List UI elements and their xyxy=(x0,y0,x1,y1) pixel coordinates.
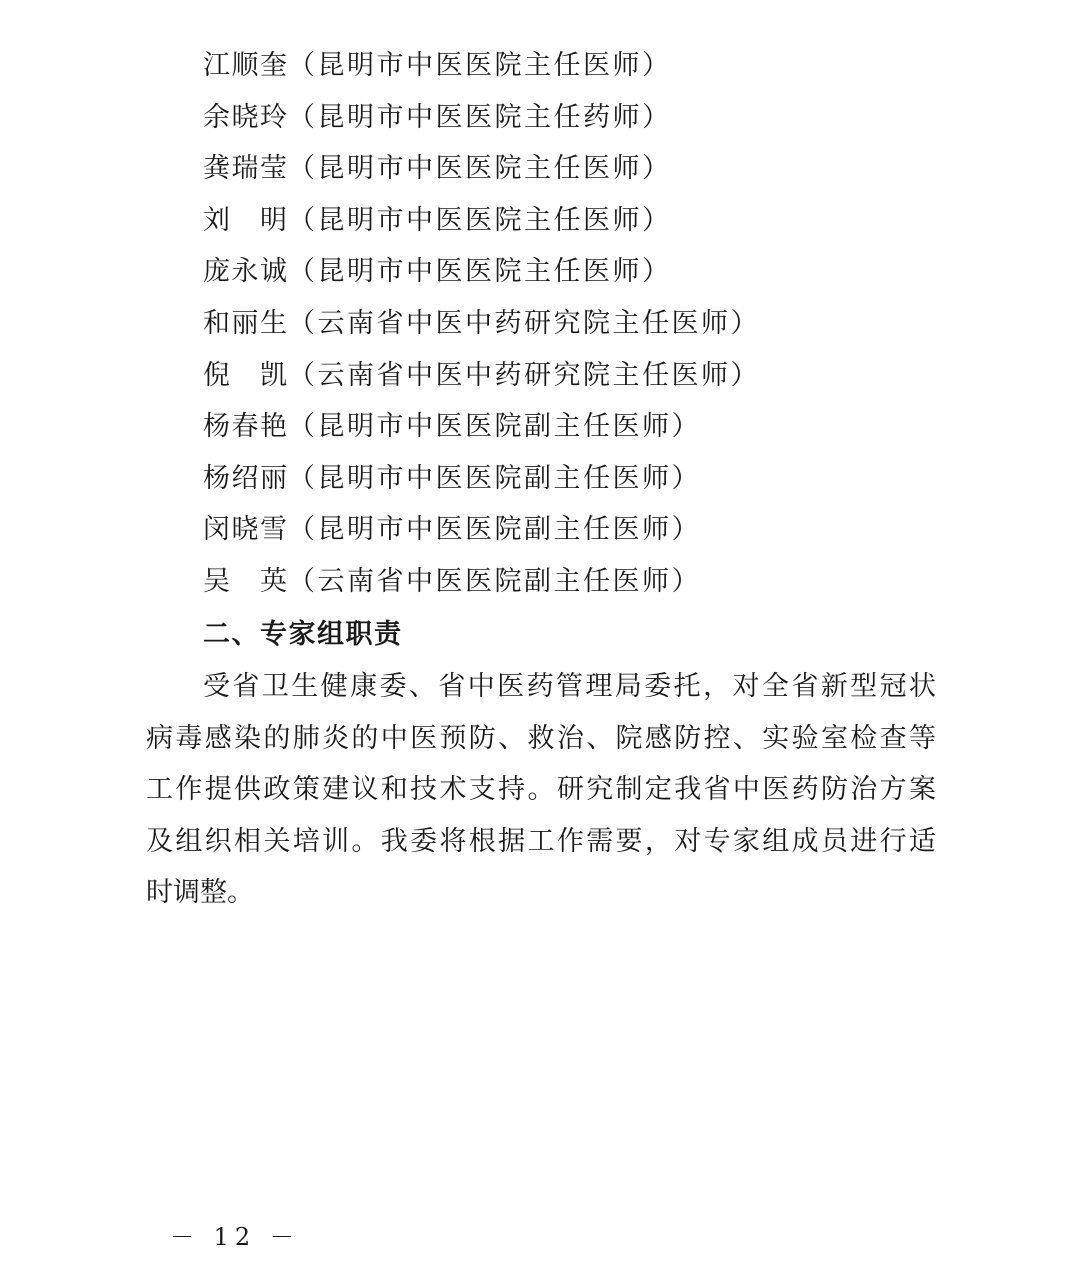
member-name: 闵晓雪 xyxy=(203,514,288,546)
member-item xyxy=(203,40,760,92)
paragraph-line: 病毒感染的肺炎的中医预防、救治、院感防控、实验室检查等 xyxy=(146,722,936,754)
section-heading: 二、专家组职责 xyxy=(203,619,403,650)
member-name: 江顺奎 xyxy=(203,50,288,81)
member-item xyxy=(203,298,760,350)
member-affiliation: （昆明市中医医院副主任医师） xyxy=(288,462,701,494)
member-affiliation: （昆明市中医医院主任药师） xyxy=(288,101,672,133)
paragraph-line: 及组织相关培训。我委将根据工作需要，对专家组成员进行适 xyxy=(146,825,936,857)
member-name: 倪 凯 xyxy=(203,359,287,391)
member-affiliation: （昆明市中医医院副主任医师） xyxy=(288,411,701,443)
member-name: 杨绍丽 xyxy=(203,462,288,494)
paragraph-line: 时调整。 xyxy=(146,877,254,909)
member-item xyxy=(203,350,760,402)
member-affiliation: （云南省中医医院副主任医师） xyxy=(288,565,701,597)
member-affiliation: （昆明市中医医院主任医师） xyxy=(288,50,672,81)
member-name: 余晓玲 xyxy=(203,101,288,133)
member-name: 龚瑞莹 xyxy=(203,153,288,185)
member-item xyxy=(203,453,760,505)
member-name: 庞永诚 xyxy=(203,256,288,288)
member-name: 杨春艳 xyxy=(203,411,288,443)
expert-member-list xyxy=(203,40,760,608)
member-item xyxy=(203,556,760,608)
member-affiliation: （云南省中医中药研究院主任医师） xyxy=(288,307,760,339)
section-paragraph xyxy=(146,661,946,919)
member-item xyxy=(203,246,760,298)
member-item xyxy=(203,504,760,556)
member-name: 和丽生 xyxy=(203,307,288,339)
member-affiliation: （昆明市中医医院副主任医师） xyxy=(288,514,701,546)
member-item xyxy=(203,401,760,453)
page-number: － 12 － xyxy=(170,1223,300,1251)
member-item xyxy=(203,92,760,144)
member-affiliation: （昆明市中医医院主任医师） xyxy=(288,153,672,185)
member-affiliation: （昆明市中医医院主任医师） xyxy=(288,256,672,288)
member-name: 吴 英 xyxy=(203,565,287,597)
member-affiliation: （云南省中医中药研究院主任医师） xyxy=(288,359,760,391)
member-item xyxy=(203,143,760,195)
paragraph-line: 工作提供政策建议和技术支持。研究制定我省中医药防治方案 xyxy=(146,774,936,806)
member-item xyxy=(203,195,760,247)
paragraph-line: 受省卫生健康委、省中医药管理局委托，对全省新型冠状 xyxy=(203,671,936,702)
member-affiliation: （昆明市中医医院主任医师） xyxy=(288,204,672,236)
member-name: 刘 明 xyxy=(203,204,287,236)
